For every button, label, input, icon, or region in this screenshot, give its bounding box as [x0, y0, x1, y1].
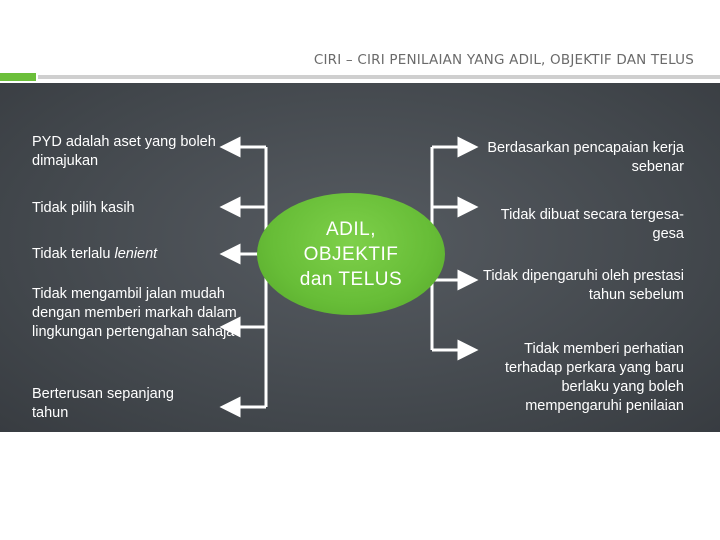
right-item-2: Tidak dibuat secara tergesa-gesa [500, 207, 684, 242]
left-item-3-italic: lenient [114, 246, 158, 262]
left-item-4: Tidak mengambil jalan mudah dengan memberi markah dalam lingkungan pertengahan sahaja [32, 286, 237, 340]
right-item-3: Tidak dipengaruhi oleh prestasi tahun sebelum [483, 268, 684, 303]
center-ellipse [257, 193, 445, 315]
left-item-5: Berterusan sepanjang tahun [32, 386, 174, 421]
title-accent-bar [0, 73, 36, 81]
right-item-1: Berdasarkan pencapaian kerja sebenar [487, 140, 684, 175]
left-item-1: PYD adalah aset yang boleh dimajukan [32, 134, 216, 169]
left-item-3 [32, 245, 232, 264]
slide-title: CIRI – CIRI PENILAIAN YANG ADIL, OBJEKTIF DAN TELUS [313, 52, 694, 68]
left-item-2: Tidak pilih kasih [32, 200, 135, 216]
left-item-3-text: Tidak terlalu [32, 246, 115, 262]
title-divider [38, 75, 720, 79]
center-label: ADIL, OBJEKTIF dan TELUS [299, 218, 403, 290]
right-item-4: Tidak memberi perhatian terhadap perkara yang baru berlaku yang boleh mempengaruhi penilaian [505, 341, 684, 414]
